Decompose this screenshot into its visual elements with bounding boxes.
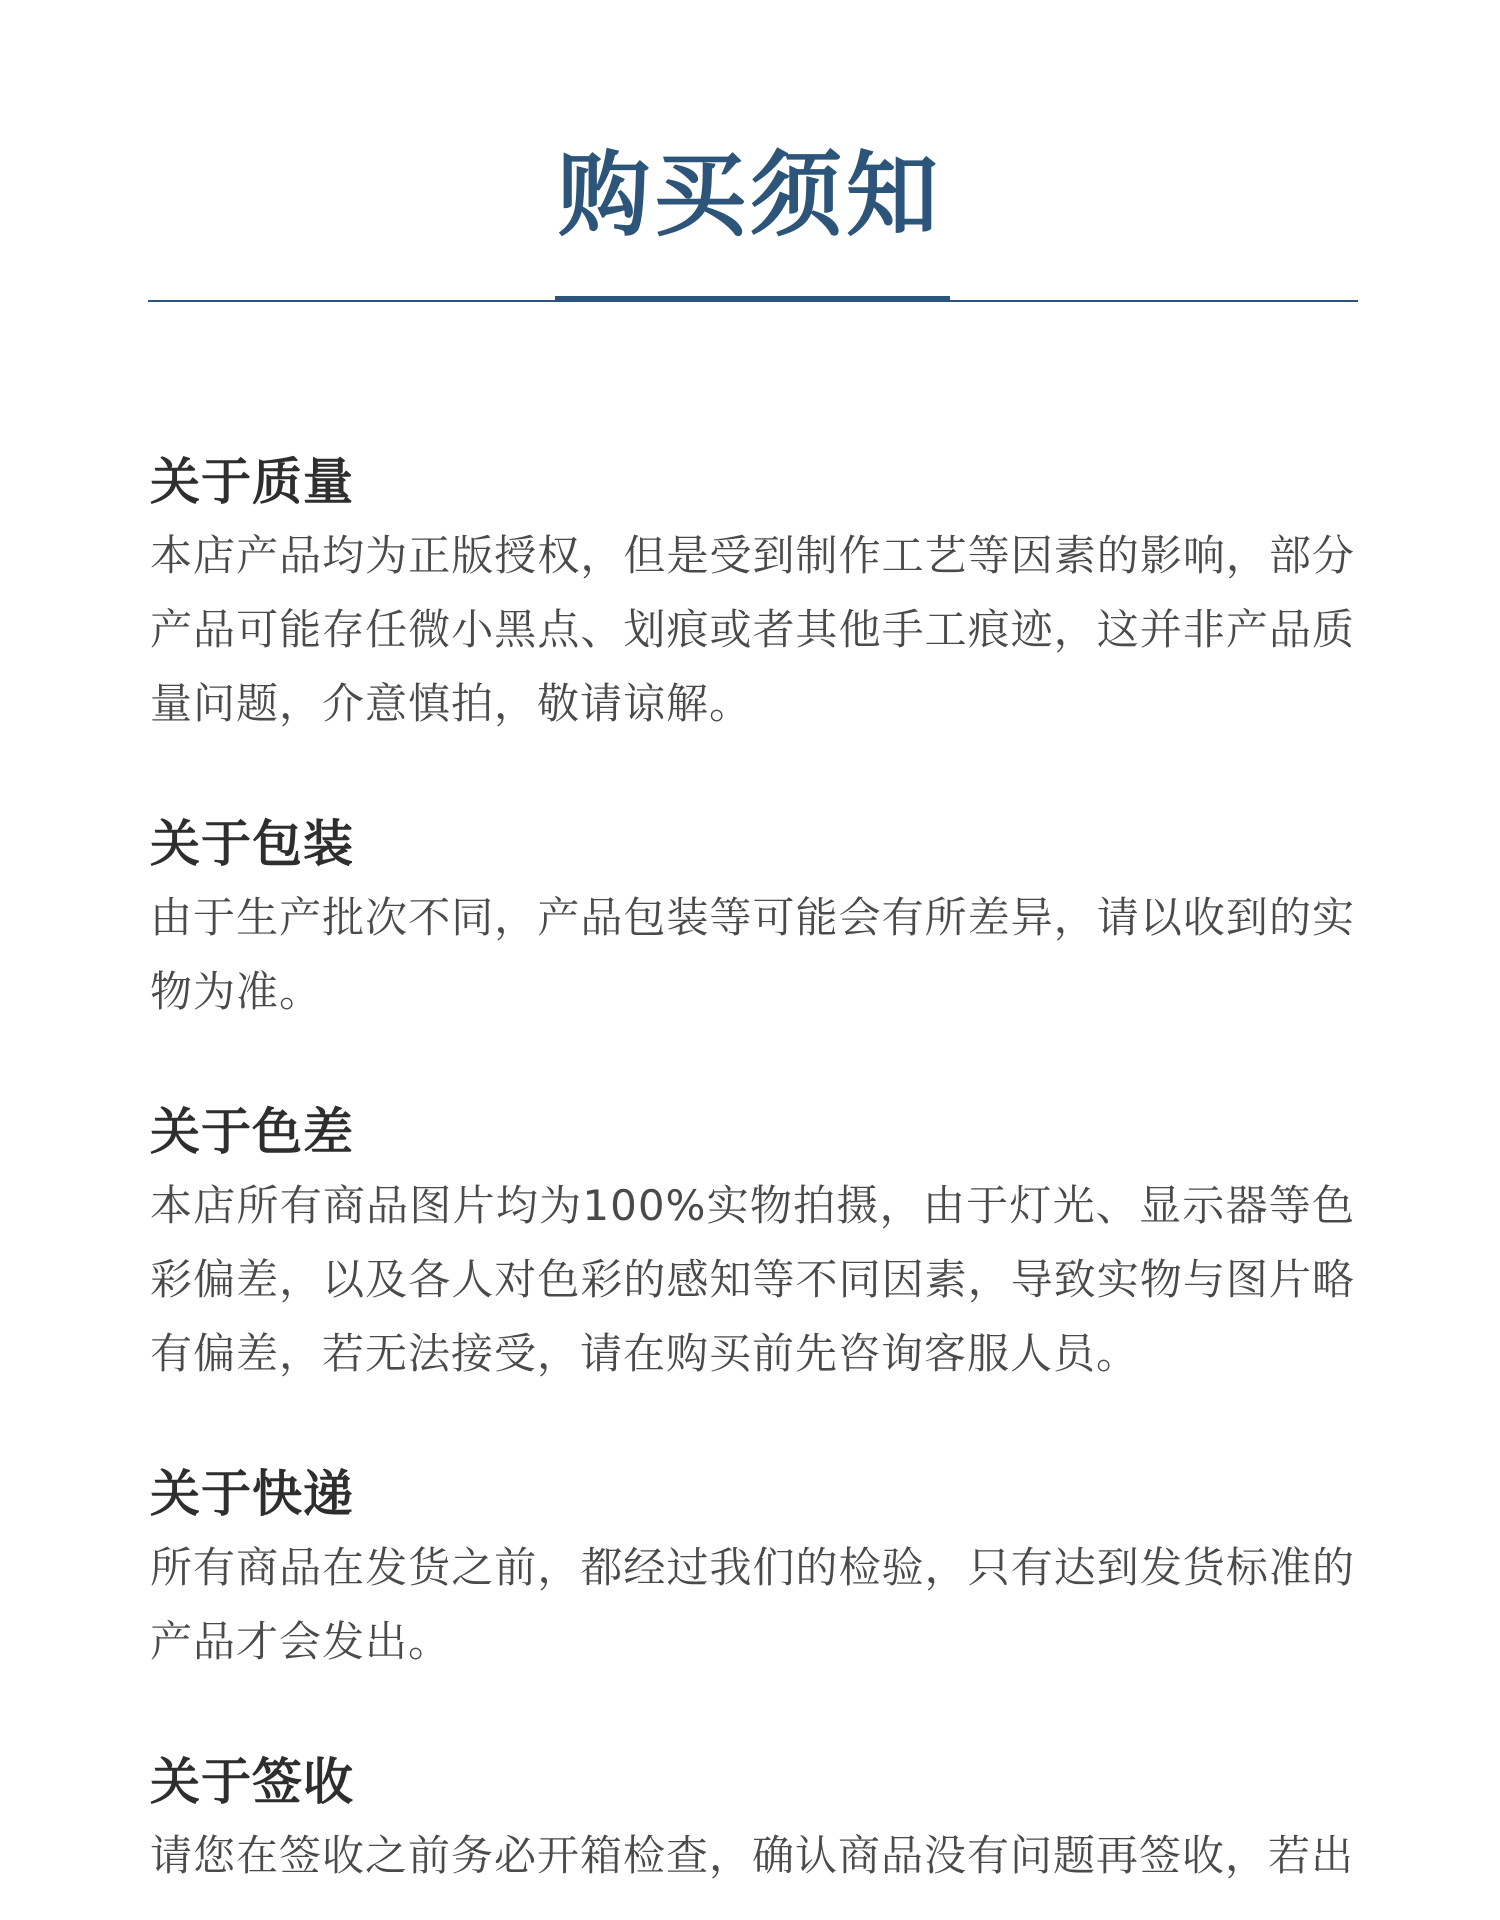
section-body: 本店产品均为正版授权，但是受到制作工艺等因素的影响，部分产品可能存任微小黑点、划痕或者其他手工痕迹，这并非产品质量问题，介意慎拍，敬请谅解。 (150, 531, 1355, 728)
section-heading: 关于快递 (150, 1465, 354, 1523)
section-body: 本店所有商品图片均为100%实物拍摄，由于灯光、显示器等色彩偏差，以及各人对色彩的感知等不同因素，导致实物与图片略有偏差，若无法接受，请在购买前先咨询客服人员。 (150, 1181, 1355, 1378)
page-header (0, 142, 1500, 249)
notice-sections (150, 445, 1355, 1920)
section-heading: 关于色差 (150, 1103, 354, 1161)
title-divider-accent (555, 296, 950, 302)
section-body: 所有商品在发货之前，都经过我们的检验，只有达到发货标准的产品才会发出。 (150, 1543, 1355, 1666)
section-packaging (150, 807, 1355, 1029)
section-heading: 关于质量 (150, 453, 354, 511)
section-body: 请您在签收之前务必开箱检查，确认商品没有问题再签收，若出 (150, 1831, 1355, 1880)
section-quality (150, 445, 1355, 741)
section-heading: 关于包装 (150, 815, 354, 873)
section-body: 由于生产批次不同，产品包装等可能会有所差异，请以收到的实物为准。 (150, 893, 1355, 1016)
section-delivery (150, 1457, 1355, 1679)
page-title: 购买须知 (557, 142, 942, 249)
section-color-difference (150, 1095, 1355, 1391)
section-receipt (150, 1745, 1355, 1893)
section-heading: 关于签收 (150, 1753, 354, 1811)
